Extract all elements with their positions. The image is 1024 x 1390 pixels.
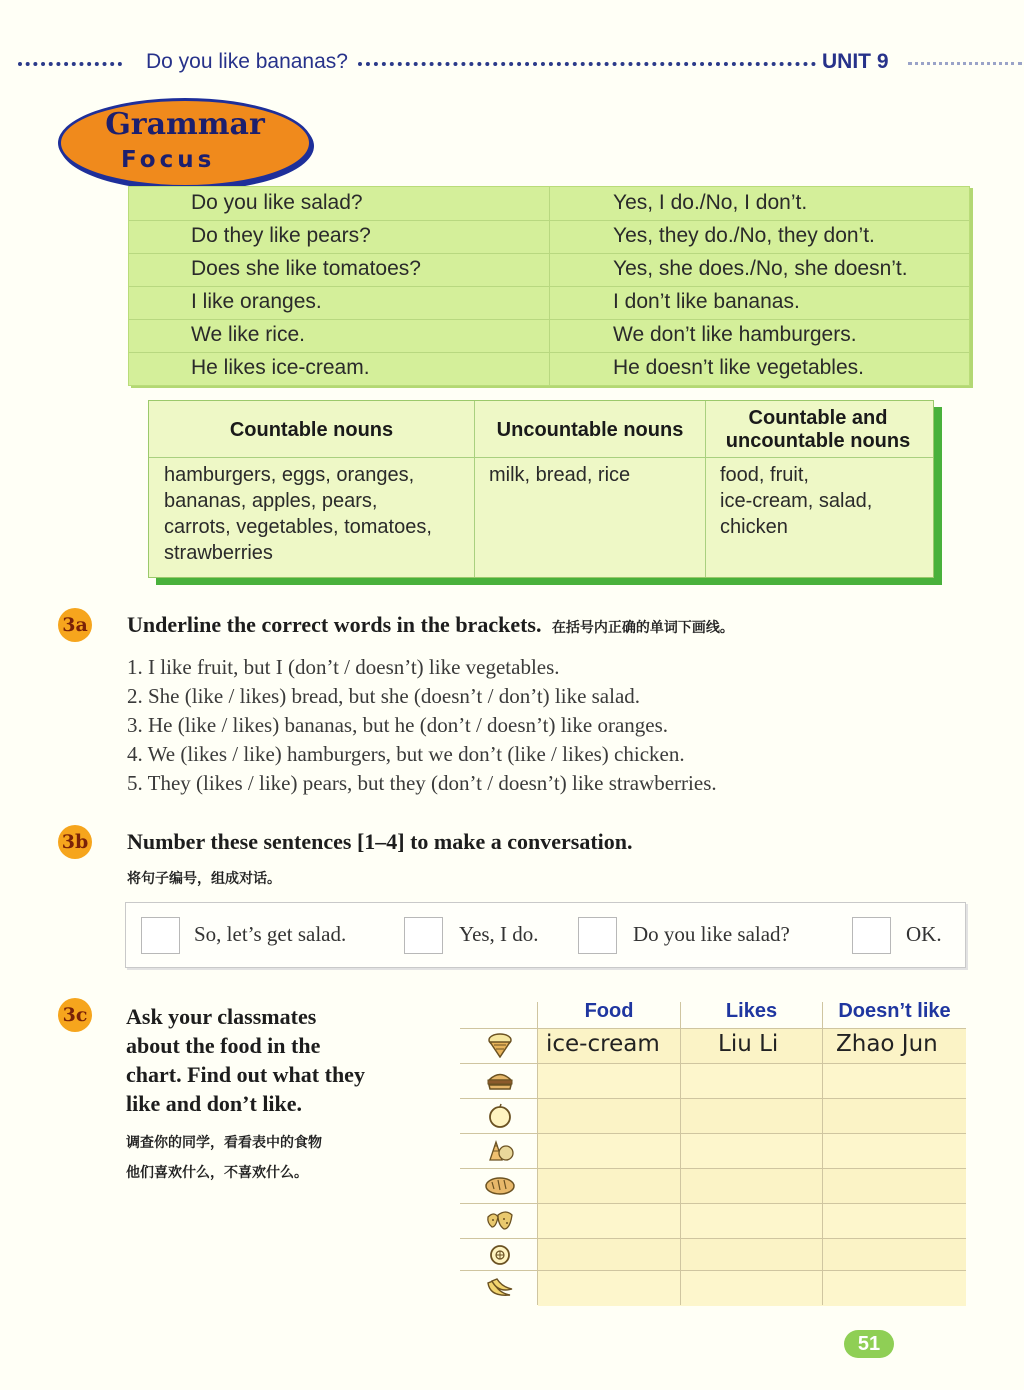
survey-rule [460, 1270, 966, 1271]
both-cell [720, 462, 872, 540]
survey-row [538, 1238, 966, 1273]
exercise-3a-item: 2. She (like / likes) bread, but she (doesn’t / don’t) like salad. [127, 684, 641, 708]
exercise-3c-cn-line: 调查你的同学，看看表中的食物 [126, 1135, 322, 1151]
countable-header: Countable nouns [229, 419, 394, 441]
uncountable-header: Uncountable nouns [496, 419, 684, 441]
exercise-3c-title-line: chart. Find out what they [126, 1062, 365, 1087]
survey-cell-food: ice-cream [546, 1031, 660, 1057]
grammar-answer: He doesn’t like vegetables. [613, 356, 864, 379]
survey-header-likes: Likes [725, 1000, 778, 1022]
conversation-box [125, 902, 966, 968]
survey-rule [460, 1063, 966, 1064]
grammar-answer: Yes, I do./No, I don’t. [613, 191, 808, 214]
survey-rule [460, 1028, 966, 1029]
grammar-answer: Yes, she does./No, she doesn’t. [613, 257, 908, 280]
exercise-3b-title: Number these sentences [1–4] to make a conversation. [127, 829, 633, 854]
conversation-sentence: Yes, I do. [459, 922, 539, 946]
countable-line: carrots, vegetables, tomatoes, [164, 516, 432, 538]
survey-rule [460, 1203, 966, 1204]
grammar-question: Do they like pears? [191, 224, 371, 247]
grammar-question: He likes ice-cream. [191, 356, 370, 379]
survey-rule [460, 1098, 966, 1099]
survey-rule [460, 1133, 966, 1134]
badge-line1: Grammar [105, 107, 265, 142]
grammar-question: Do you like salad? [191, 191, 363, 214]
survey-col-rule [680, 1002, 681, 1305]
grammar-table [128, 186, 970, 386]
exercise-3a-item: 3. He (like / likes) bananas, but he (don’t / doesn’t) like oranges. [127, 713, 669, 737]
survey-row [538, 1203, 966, 1238]
survey-header-food: Food [584, 1000, 634, 1022]
hamburger-icon [484, 1068, 516, 1094]
grammar-row [129, 286, 969, 320]
number-input-box[interactable] [141, 917, 180, 954]
conversation-sentence: So, let’s get salad. [194, 922, 347, 946]
survey-rule [460, 1238, 966, 1239]
grammar-row [129, 319, 969, 353]
strawberries-icon [484, 1207, 516, 1233]
header-dots-left [18, 62, 122, 66]
countable-line: strawberries [164, 542, 273, 564]
uncountable-cell [489, 462, 630, 488]
vegetables-icon [484, 1138, 516, 1164]
header-unit: UNIT 9 [822, 50, 889, 73]
bread-icon [484, 1172, 516, 1198]
grammar-row [129, 187, 969, 221]
exercise-3b-title-cn: 将句子编号，组成对话。 [127, 871, 281, 887]
badge-line2: Focus [121, 147, 216, 173]
both-header: Countable and uncountable nouns [725, 407, 911, 452]
exercise-3c-cn-line: 他们喜欢什么，不喜欢什么。 [126, 1165, 308, 1181]
exercise-3c-title-line: Ask your classmates [126, 1004, 317, 1029]
conversation-sentence: OK. [906, 922, 942, 946]
number-input-box[interactable] [852, 917, 891, 954]
grammar-row [129, 253, 969, 287]
countable-line: hamburgers, eggs, oranges, [164, 464, 415, 486]
survey-row [538, 1168, 966, 1203]
grammar-question: We like rice. [191, 323, 305, 346]
countable-line: bananas, apples, pears, [164, 490, 378, 512]
survey-col-rule [537, 1002, 538, 1305]
grammar-question: I like oranges. [191, 290, 322, 313]
exercise-3c-marker: 3c [58, 998, 92, 1032]
orange-icon [484, 1103, 516, 1129]
exercise-3a-item: 4. We (likes / like) hamburgers, but we don’t (like / likes) chicken. [127, 742, 685, 766]
both-line: food, fruit, [720, 464, 809, 486]
survey-row [538, 1063, 966, 1098]
nouns-col-rule [705, 401, 706, 577]
running-header [18, 50, 1024, 76]
survey-rule [460, 1168, 966, 1169]
grammar-answer: I don’t like bananas. [613, 290, 800, 313]
grammar-row [129, 352, 969, 385]
grammar-question: Does she like tomatoes? [191, 257, 421, 280]
number-input-box[interactable] [578, 917, 617, 954]
countable-cell [164, 462, 432, 566]
nouns-header-rule [149, 457, 933, 458]
bananas-icon [484, 1275, 516, 1301]
number-input-box[interactable] [404, 917, 443, 954]
exercise-3a-heading [127, 612, 734, 638]
grammar-row [129, 220, 969, 254]
exercise-3a-item: 1. I like fruit, but I (don’t / doesn’t) like vegetables. [127, 655, 560, 679]
exercise-3c-title-line: about the food in the [126, 1033, 321, 1058]
exercise-3c-title-line: like and don’t like. [126, 1091, 303, 1116]
header-title: Do you like bananas? [146, 50, 348, 73]
header-dots-middle [358, 62, 816, 66]
grammar-answer: We don’t like hamburgers. [613, 323, 857, 346]
uncountable-line: milk, bread, rice [489, 464, 631, 486]
nouns-table [148, 400, 934, 578]
exercise-3a-title-cn: 在括号内正确的单词下画线。 [551, 620, 734, 636]
exercise-3c-title-cn [126, 1128, 322, 1188]
ice-cream-icon [484, 1032, 516, 1058]
grammar-focus-badge [58, 98, 312, 188]
survey-row [538, 1270, 966, 1306]
both-line: chicken [720, 516, 788, 538]
exercise-3b-marker: 3b [58, 825, 92, 859]
exercise-3a-title: Underline the correct words in the brackets. [127, 612, 542, 637]
exercise-3c-title [126, 1002, 365, 1118]
exercise-3a-item: 5. They (likes / like) pears, but they (don’t / doesn’t) like strawberries. [127, 771, 717, 795]
both-line: ice-cream, salad, [720, 490, 873, 512]
survey-header-doesnt-like: Doesn’t like [838, 1000, 951, 1022]
header-dots-right [908, 62, 1022, 65]
tomato-icon [484, 1241, 516, 1267]
exercise-3a-marker: 3a [58, 608, 92, 642]
survey-row [538, 1133, 966, 1168]
survey-row [538, 1098, 966, 1133]
grammar-answer: Yes, they do./No, they don’t. [613, 224, 875, 247]
page-number: 51 [844, 1330, 894, 1358]
conversation-sentence: Do you like salad? [633, 922, 790, 946]
survey-cell-doesnt-like: Zhao Jun [836, 1031, 938, 1057]
survey-col-rule [822, 1002, 823, 1305]
survey-cell-likes: Liu Li [718, 1031, 779, 1057]
food-survey-table [460, 1000, 966, 1305]
